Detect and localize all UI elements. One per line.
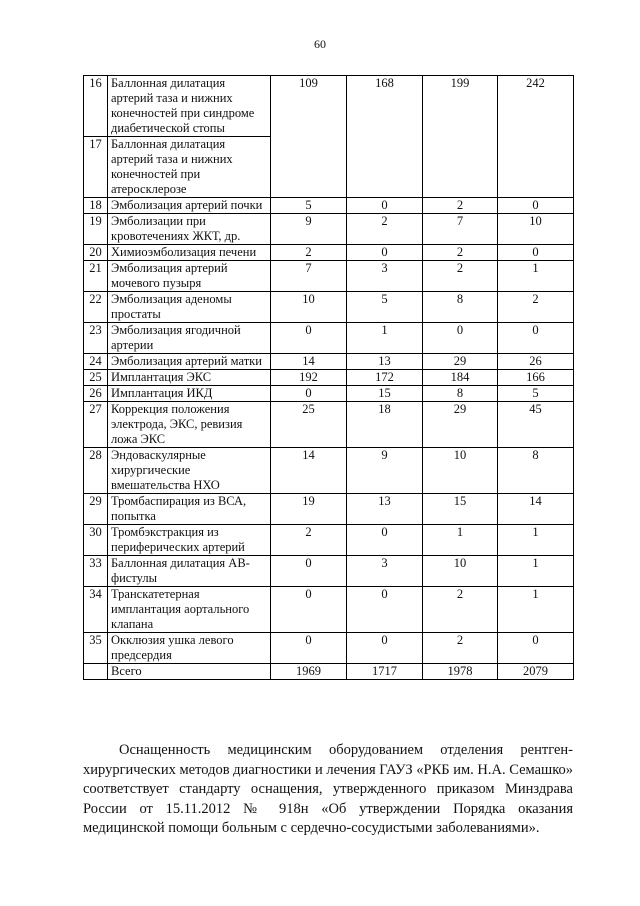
procedure-name: Тромбаспирация из ВСА, попытка — [108, 494, 271, 525]
count-cell: 15 — [423, 494, 498, 525]
count-cell: 0 — [498, 198, 574, 214]
count-cell: 7 — [423, 214, 498, 245]
count-cell: 15 — [347, 386, 423, 402]
procedure-name: Эмболизация аденомы простаты — [108, 292, 271, 323]
procedure-name: Тромбэкстракция из периферических артерий — [108, 525, 271, 556]
count-cell: 0 — [347, 587, 423, 633]
count-cell: 192 — [271, 370, 347, 386]
count-cell: 0 — [271, 633, 347, 664]
count-cell: 2 — [271, 525, 347, 556]
row-number: 33 — [84, 556, 108, 587]
count-cell: 0 — [271, 556, 347, 587]
count-cell: 0 — [347, 525, 423, 556]
count-cell: 8 — [498, 448, 574, 494]
total-count-cell: 1969 — [271, 664, 347, 680]
row-number: 18 — [84, 198, 108, 214]
count-cell: 10 — [498, 214, 574, 245]
procedure-name: Баллонная дилатация артерий таза и нижних конечностей при атеросклерозе — [108, 137, 271, 198]
total-count-cell: 1717 — [347, 664, 423, 680]
procedure-name: Эмболизации при кровотечениях ЖКТ, др. — [108, 214, 271, 245]
row-number: 27 — [84, 402, 108, 448]
count-cell: 199 — [423, 76, 498, 198]
count-cell: 2 — [423, 587, 498, 633]
count-cell: 8 — [423, 386, 498, 402]
count-cell: 18 — [347, 402, 423, 448]
count-cell: 29 — [423, 402, 498, 448]
count-cell: 166 — [498, 370, 574, 386]
count-cell: 13 — [347, 494, 423, 525]
table-row — [84, 556, 574, 587]
count-cell: 1 — [498, 556, 574, 587]
procedures-table — [83, 75, 574, 680]
table-row — [84, 448, 574, 494]
table-row — [84, 198, 574, 214]
count-cell: 29 — [423, 354, 498, 370]
count-cell: 26 — [498, 354, 574, 370]
procedure-name: Баллонная дилатация АВ-фистулы — [108, 556, 271, 587]
count-cell: 2 — [271, 245, 347, 261]
count-cell: 0 — [423, 323, 498, 354]
total-count-cell: 2079 — [498, 664, 574, 680]
count-cell: 25 — [271, 402, 347, 448]
row-number: 30 — [84, 525, 108, 556]
equipment-paragraph: Оснащенность медицинским оборудованием отделения рентген-хирургических методов диагностики и лечения ГАУЗ «РКБ им. Н.А. Семашко» соответствует стандарту оснащения, утвержденного приказом Минздрава России от 15.11.2012 № 918н «Об утверждении Порядка оказания медицинской помощи больным с сердечно-сосудистыми заболеваниями». — [83, 742, 573, 836]
table-row — [84, 214, 574, 245]
count-cell: 9 — [347, 448, 423, 494]
count-cell: 45 — [498, 402, 574, 448]
table-row — [84, 633, 574, 664]
count-cell: 9 — [271, 214, 347, 245]
table-row — [84, 323, 574, 354]
row-number: 25 — [84, 370, 108, 386]
procedure-name: Эмболизация артерий мочевого пузыря — [108, 261, 271, 292]
count-cell: 10 — [423, 556, 498, 587]
procedure-name: Эндоваскулярные хирургические вмешательства НХО — [108, 448, 271, 494]
count-cell: 1 — [498, 587, 574, 633]
count-cell: 242 — [498, 76, 574, 198]
table-body — [84, 76, 574, 680]
procedure-name: Окклюзия ушка левого предсердия — [108, 633, 271, 664]
count-cell: 0 — [498, 323, 574, 354]
count-cell: 13 — [347, 354, 423, 370]
table-row — [84, 292, 574, 323]
procedure-name: Эмболизация артерий почки — [108, 198, 271, 214]
table-row — [84, 370, 574, 386]
total-count-cell: 1978 — [423, 664, 498, 680]
count-cell: 3 — [347, 556, 423, 587]
count-cell: 5 — [347, 292, 423, 323]
count-cell: 172 — [347, 370, 423, 386]
count-cell: 0 — [498, 245, 574, 261]
row-number: 24 — [84, 354, 108, 370]
page-number: 60 — [314, 37, 326, 51]
row-number: 19 — [84, 214, 108, 245]
count-cell: 2 — [347, 214, 423, 245]
count-cell: 1 — [347, 323, 423, 354]
table-row — [84, 76, 574, 137]
table-row — [84, 354, 574, 370]
count-cell: 1 — [423, 525, 498, 556]
row-number: 28 — [84, 448, 108, 494]
count-cell: 2 — [423, 261, 498, 292]
procedure-name: Имплантация ЭКС — [108, 370, 271, 386]
count-cell: 7 — [271, 261, 347, 292]
count-cell: 0 — [347, 245, 423, 261]
count-cell: 2 — [423, 198, 498, 214]
count-cell: 0 — [271, 386, 347, 402]
row-number: 16 — [84, 76, 108, 137]
row-number: 34 — [84, 587, 108, 633]
table-row — [84, 386, 574, 402]
procedure-name: Баллонная дилатация артерий таза и нижних конечностей при синдроме диабетической стопы — [108, 76, 271, 137]
row-number: 21 — [84, 261, 108, 292]
count-cell: 3 — [347, 261, 423, 292]
count-cell: 14 — [271, 448, 347, 494]
count-cell: 0 — [271, 587, 347, 633]
count-cell: 5 — [498, 386, 574, 402]
count-cell: 0 — [347, 198, 423, 214]
count-cell: 5 — [271, 198, 347, 214]
table-row — [84, 402, 574, 448]
row-number: 17 — [84, 137, 108, 198]
row-number: 35 — [84, 633, 108, 664]
procedure-name: Коррекция положения электрода, ЭКС, ревизия ложа ЭКС — [108, 402, 271, 448]
count-cell: 14 — [498, 494, 574, 525]
procedure-name: Эмболизация ягодичной артерии — [108, 323, 271, 354]
total-label: Всего — [108, 664, 271, 680]
table-row — [84, 587, 574, 633]
table-row — [84, 494, 574, 525]
count-cell: 109 — [271, 76, 347, 198]
count-cell: 19 — [271, 494, 347, 525]
count-cell: 2 — [423, 633, 498, 664]
procedure-name: Эмболизация артерий матки — [108, 354, 271, 370]
total-row — [84, 664, 574, 680]
count-cell: 0 — [498, 633, 574, 664]
row-number-empty — [84, 664, 108, 680]
count-cell: 0 — [347, 633, 423, 664]
count-cell: 168 — [347, 76, 423, 198]
count-cell: 10 — [423, 448, 498, 494]
row-number: 20 — [84, 245, 108, 261]
procedure-name: Транскатетерная имплантация аортального клапана — [108, 587, 271, 633]
table-row — [84, 525, 574, 556]
count-cell: 1 — [498, 525, 574, 556]
count-cell: 8 — [423, 292, 498, 323]
row-number: 29 — [84, 494, 108, 525]
procedure-name: Имплантация ИКД — [108, 386, 271, 402]
row-number: 22 — [84, 292, 108, 323]
count-cell: 0 — [271, 323, 347, 354]
table-row — [84, 245, 574, 261]
row-number: 26 — [84, 386, 108, 402]
procedure-name: Химиоэмболизация печени — [108, 245, 271, 261]
row-number: 23 — [84, 323, 108, 354]
count-cell: 10 — [271, 292, 347, 323]
count-cell: 2 — [498, 292, 574, 323]
count-cell: 14 — [271, 354, 347, 370]
count-cell: 2 — [423, 245, 498, 261]
table-row — [84, 261, 574, 292]
count-cell: 1 — [498, 261, 574, 292]
count-cell: 184 — [423, 370, 498, 386]
